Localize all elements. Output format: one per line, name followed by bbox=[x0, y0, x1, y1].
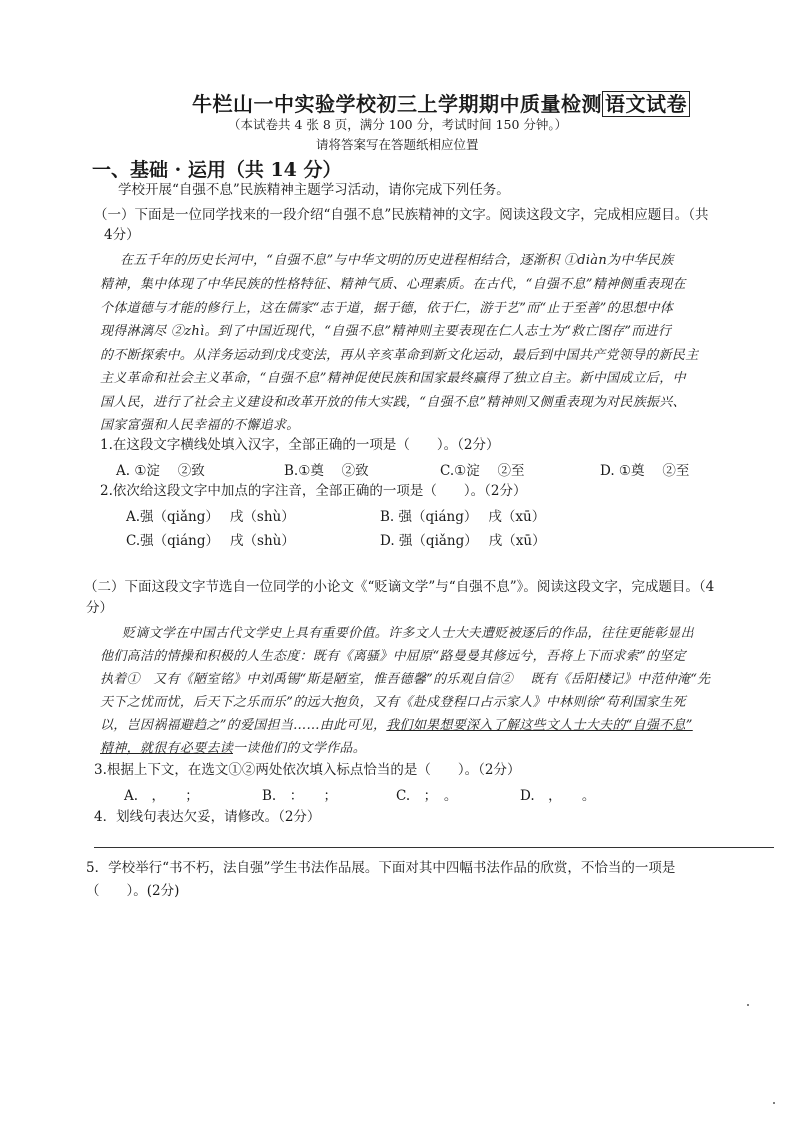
q1-option-a: A. ①淀 ②致 bbox=[116, 463, 205, 479]
exam-title-boxed: 语文试卷 bbox=[602, 91, 690, 117]
part1-prompt-line2: 4分） bbox=[104, 227, 140, 243]
q3-option-d: D. ， 。 bbox=[520, 788, 596, 804]
q2-option-d: D. 强（qiǎng） 戌（xū） bbox=[380, 533, 546, 549]
passage2-line-plain: 以，岂因祸福避趋之”的爱国担当……由此可见， bbox=[100, 718, 387, 733]
passage1-line: 主义革命和社会主义革命，“自强不息”精神促使民族和国家最终赢得了独立自主。新中国成立后，中 bbox=[100, 371, 686, 386]
passage1-line: 的不断探索中。从洋务运动到戊戌变法，再从辛亥革命到新文化运动，最后到中国共产党领导的新民主 bbox=[100, 348, 699, 363]
exam-instruction: 请将答案写在答题纸相应位置 bbox=[316, 137, 479, 152]
question-2: 2.依次给这段文字中加点的字注音，全部正确的一项是（ ）。（2分） bbox=[100, 483, 527, 499]
passage1-line: 个体道德与才能的修行上，这在儒家“志于道，据于德，依于仁，游于艺”而“止于至善”的思想中体 bbox=[100, 301, 674, 316]
passage2-line: 贬谪文学在中国古代文学史上具有重要价值。许多文人士大夫遭贬被逐后的作品，往往更能彰显出 bbox=[122, 626, 694, 641]
passage2-last-line bbox=[100, 737, 366, 756]
q2-option-a: A.强（qiǎng） 戌（shù） bbox=[126, 509, 295, 525]
scan-speck bbox=[747, 1004, 749, 1006]
q3-option-c: C. ； 。 bbox=[396, 788, 458, 804]
question-5-line2: （ ）。(2分) bbox=[86, 883, 180, 899]
part2-prompt-line1: （二）下面这段文字节选自一位同学的小论文《“贬谪文学”与“自强不息”》。阅读这段文字，完成题目。（4 bbox=[84, 579, 715, 595]
q1-option-d: D. ①奠 ②至 bbox=[600, 463, 690, 479]
question-3: 3.根据上下文，在选文①②两处依次填入标点恰当的是（ ）。（2分） bbox=[94, 762, 521, 778]
exam-title-main: 牛栏山一中实验学校初三上学期期中质量检测 bbox=[192, 92, 602, 116]
passage2-line: 执着① 又有《陋室铭》中刘禹锡“斯是陋室，惟吾德馨”的乐观自信② 既有《岳阳楼记》中范仲淹“先 bbox=[100, 672, 711, 687]
part1-prompt-line1: （一）下面是一位同学找来的一段介绍“自强不息”民族精神的文字。阅读这段文字，完成相应题目。（共 bbox=[94, 207, 709, 223]
question-1: 1.在这段文字横线处填入汉字，全部正确的一项是（ ）。（2分） bbox=[100, 437, 500, 453]
q3-option-a: A. ， ； bbox=[124, 788, 199, 804]
q1-option-c: C.①淀 ②至 bbox=[440, 463, 525, 479]
underlined-sentence-part2: 精神，就很有必要去读 bbox=[100, 741, 234, 756]
question-4: 4．划线句表达欠妥，请修改。（2分） bbox=[94, 809, 321, 825]
q2-option-b: B. 强（qiáng） 戌（xū） bbox=[380, 509, 546, 525]
exam-subtitle: （本试卷共 4 张 8 页，满分 100 分，考试时间 150 分钟。） bbox=[228, 117, 568, 132]
passage1-line: 国家富强和人民幸福的不懈追求。 bbox=[100, 418, 300, 433]
passage2-line: 他们高洁的情操和积极的人生态度：既有《离骚》中屈原“路曼曼其修远兮，吾将上下而求索”的坚定 bbox=[100, 649, 686, 664]
section-intro: 学校开展“自强不息”民族精神主题学习活动，请你完成下列任务。 bbox=[118, 182, 510, 198]
passage2-line bbox=[100, 714, 693, 733]
exam-title bbox=[192, 88, 690, 117]
answer-line[interactable] bbox=[94, 847, 774, 848]
q3-option-b: B. ： ； bbox=[262, 788, 337, 804]
passage2-last-plain: 一读他们的文学作品。 bbox=[233, 741, 367, 756]
passage1-line: 在五千年的历史长河中，“自强不息”与中华文明的历史进程相结合，逐渐积 ①diàn为中华民族 bbox=[120, 253, 674, 268]
part2-prompt-line2: 分） bbox=[86, 600, 113, 616]
passage2-line: 天下之忧而忧，后天下之乐而乐”的远大抱负，又有《赴戍登程口占示家人》中林则徐“苟利国家生死 bbox=[100, 695, 686, 710]
scan-speck bbox=[773, 1102, 775, 1104]
q2-option-c: C.强（qiáng） 戌（shù） bbox=[126, 533, 295, 549]
underlined-sentence-part1: 我们如果想要深入了解这些文人士大夫的“自强不息” bbox=[386, 718, 693, 733]
question-5-line1: 5．学校举行“书不朽，法自强”学生书法作品展。下面对其中四幅书法作品的欣赏，不恰当的一项是 bbox=[86, 860, 676, 876]
passage1-line: 精神，集中体现了中华民族的性格特征、精神气质、心理素质。在古代，“自强不息”精神侧重表现在 bbox=[100, 277, 686, 292]
passage1-line: 国人民，进行了社会主义建设和改革开放的伟大实践，“自强不息”精神则又侧重表现为对民族振兴、 bbox=[100, 395, 686, 410]
passage1-line: 现得淋漓尽 ②zhì。到了中国近现代，“自强不息”精神则主要表现在仁人志士为“救亡图存”而进行 bbox=[100, 324, 672, 339]
section-heading: 一、基础 · 运用（共 14 分） bbox=[92, 159, 342, 181]
q1-option-b: B.①奠 ②致 bbox=[284, 463, 369, 479]
